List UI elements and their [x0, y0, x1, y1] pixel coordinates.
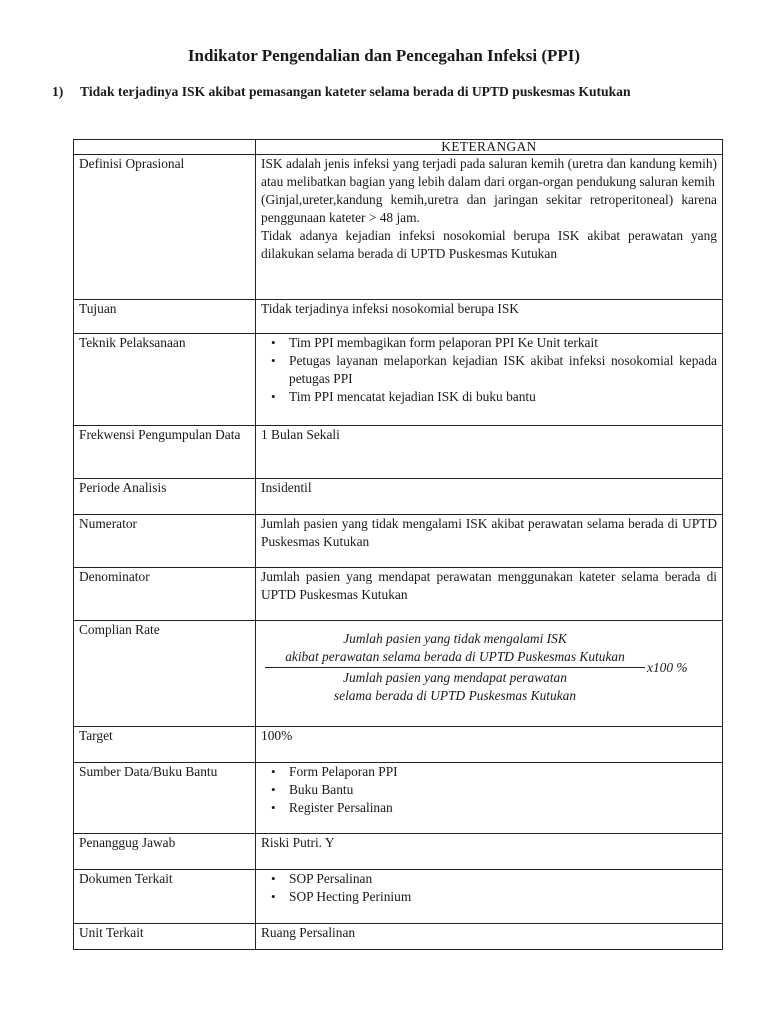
row-label-periode: Periode Analisis	[74, 479, 256, 515]
row-label-complian: Complian Rate	[74, 621, 256, 727]
sumber-list	[261, 763, 717, 817]
list-item: • SOP Persalinan	[289, 870, 717, 888]
list-item: • Buku Bantu	[289, 781, 717, 799]
row-label-teknik: Teknik Pelaksanaan	[74, 334, 256, 426]
table-row	[74, 834, 723, 870]
table-row	[74, 479, 723, 515]
row-label-frekwensi: Frekwensi Pengumpulan Data	[74, 426, 256, 479]
row-value-target: 100%	[256, 727, 723, 763]
row-value-frekwensi: 1 Bulan Sekali	[256, 426, 723, 479]
header-key-cell	[74, 140, 256, 155]
row-value-tujuan: Tidak terjadinya infeksi nosokomial berupa ISK	[256, 300, 723, 334]
dokumen-list	[261, 870, 717, 906]
table-row	[74, 568, 723, 621]
table-row	[74, 727, 723, 763]
list-item: • SOP Hecting Perinium	[289, 888, 717, 906]
row-value-periode: Insidentil	[256, 479, 723, 515]
row-value-dokumen	[256, 870, 723, 924]
table-row	[74, 515, 723, 568]
list-item: • Petugas layanan melaporkan kejadian ISK akibat infeksi nosokomial kepada petugas PPI	[289, 352, 717, 388]
row-label-definisi: Definisi Oprasional	[74, 155, 256, 300]
table-row	[74, 426, 723, 479]
row-label-sumber: Sumber Data/Buku Bantu	[74, 763, 256, 834]
row-label-tujuan: Tujuan	[74, 300, 256, 334]
row-value-numerator: Jumlah pasien yang tidak mengalami ISK akibat perawatan selama berada di UPTD Puskesmas Kutukan	[256, 515, 723, 568]
formula-denominator-line-1: Jumlah pasien yang mendapat perawatan	[343, 670, 567, 685]
formula-numerator-line-1: Jumlah pasien yang tidak mengalami ISK	[343, 631, 567, 646]
definisi-paragraph-2: (Ginjal,ureter,kandung kemih,uretra dan jaringan sekitar retroperitoneal) karena penggunaan kateter > 48 jam.	[261, 192, 717, 225]
indicator-table	[73, 139, 723, 950]
list-item: • Register Persalinan	[289, 799, 717, 817]
row-label-denominator: Denominator	[74, 568, 256, 621]
table-row	[74, 155, 723, 300]
table-row	[74, 621, 723, 727]
fraction-bar	[265, 667, 645, 668]
header-keterangan: KETERANGAN	[256, 140, 723, 155]
compliance-formula	[261, 621, 717, 721]
row-value-definisi	[256, 155, 723, 300]
table-row	[74, 300, 723, 334]
row-value-denominator: Jumlah pasien yang mendapat perawatan menggunakan kateter selama berada di UPTD Puskesmas Kutukan	[256, 568, 723, 621]
row-value-teknik	[256, 334, 723, 426]
definisi-paragraph-1: ISK adalah jenis infeksi yang terjadi pada saluran kemih (uretra dan kandung kemih) atau melibatkan bagian yang lebih dalam dari organ-organ pendukung saluran kemih	[261, 156, 717, 189]
row-value-unit: Ruang Persalinan	[256, 924, 723, 950]
row-value-complian	[256, 621, 723, 727]
formula-denominator-line-2: selama berada di UPTD Puskesmas Kutukan	[333, 688, 577, 703]
row-value-penanggung: Riski Putri. Y	[256, 834, 723, 870]
row-label-target: Target	[74, 727, 256, 763]
table-row	[74, 334, 723, 426]
table-row	[74, 924, 723, 950]
table-row	[74, 870, 723, 924]
list-item: • Tim PPI membagikan form pelaporan PPI Ke Unit terkait	[289, 334, 717, 352]
indicator-heading-text: Tidak terjadinya ISK akibat pemasangan kateter selama berada di UPTD puskesmas Kutukan	[80, 84, 631, 99]
row-label-penanggung: Penanggug Jawab	[74, 834, 256, 870]
formula-multiplier: x100 %	[647, 660, 688, 675]
row-label-dokumen: Dokumen Terkait	[74, 870, 256, 924]
list-item: • Tim PPI mencatat kejadian ISK di buku bantu	[289, 388, 717, 406]
list-item: • Form Pelaporan PPI	[289, 763, 717, 781]
formula-numerator-line-2: akibat perawatan selama berada di UPTD Puskesmas Kutukan	[285, 649, 625, 664]
teknik-list	[261, 334, 717, 406]
table-header-row	[74, 140, 723, 155]
indicator-number: 1)	[52, 84, 64, 99]
definisi-paragraph-3: Tidak adanya kejadian infeksi nosokomial berupa ISK akibat perawatan yang dilakukan selama berada di UPTD Puskesmas Kutukan	[261, 228, 717, 261]
table-row	[74, 763, 723, 834]
formula-fraction	[265, 630, 645, 705]
indicator-heading	[52, 84, 752, 100]
row-label-unit: Unit Terkait	[74, 924, 256, 950]
row-value-sumber	[256, 763, 723, 834]
document-title: Indikator Pengendalian dan Pencegahan Infeksi (PPI)	[187, 46, 581, 65]
row-label-numerator: Numerator	[74, 515, 256, 568]
